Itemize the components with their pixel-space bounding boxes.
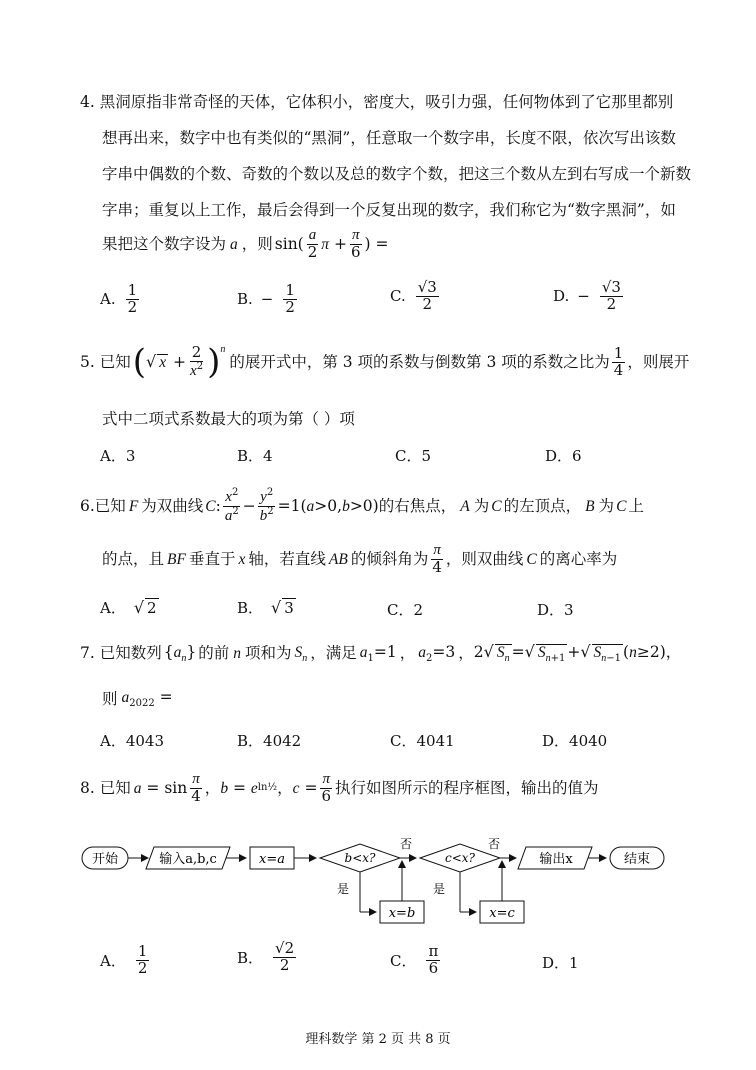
q4-option-a[interactable]: A. $\frac{1}{2}$ bbox=[100, 281, 138, 316]
q7-line-2: 则 $a_{2022}$ = bbox=[102, 688, 173, 710]
flow-input-label: 输入a,b,c bbox=[159, 852, 217, 867]
q4-line-4: 字串；重复以上工作，最后会得到一个反复出现的数字，我们称它为“数字黑洞”，如 bbox=[102, 201, 676, 219]
q6-option-a[interactable]: A． √ 2 bbox=[100, 598, 157, 617]
q5-option-a[interactable]: A．3 bbox=[100, 447, 136, 465]
flow-no-1: 否 bbox=[400, 837, 413, 851]
flow-output-label: 输出x bbox=[539, 852, 573, 867]
q8-option-c[interactable]: C． $\frac{\pi}{6}$ bbox=[390, 942, 439, 977]
flow-assign-a-label: x=a bbox=[259, 852, 285, 867]
q6-option-b[interactable]: B． √ 3 bbox=[237, 598, 294, 617]
q7-option-b[interactable]: B．4042 bbox=[237, 732, 302, 750]
q4-line-1: 4. 黑洞原指非常奇怪的天体，它体积小，密度大，吸引力强，任何物体到了它那里都别 bbox=[80, 93, 674, 111]
q7-line-1: 7. 已知数列 $\{a_n\}$ 的前 n 项和为 $S_n$ ，满足 $a_1=1$ ， $a_2=3$ ， 2√ $S_n$ =√ $S_{n+1}$ +√ $S_{n-1}$ (n≥2)， bbox=[80, 642, 682, 665]
q5-line-2: 式中二项式系数最大的项为第（ ）项 bbox=[102, 410, 355, 428]
q6-option-d[interactable]: D．3 bbox=[537, 601, 574, 619]
q8-option-b[interactable]: B． $\frac{√2}{2}$ bbox=[237, 939, 295, 974]
q4-option-d[interactable]: D. − $\frac{√3}{2}$ bbox=[553, 278, 621, 313]
q5-line-1: 5. 已知 ( √ x + $\frac{2}{x^2}$ ) $^n$ 的展开式中，第 3 项的系数与倒数第 3 项的系数之比为 $\frac{1}{4}$ ，则展开 bbox=[80, 342, 690, 383]
flow-yes-2: 是 bbox=[433, 882, 446, 896]
flow-end-label: 结束 bbox=[623, 852, 651, 867]
q4-line-2: 想再出来，数字中也有类似的“黑洞”，任意取一个数字串，长度不限，依次写出该数 bbox=[102, 129, 676, 147]
q4-option-c[interactable]: C. $\frac{√3}{2}$ bbox=[390, 278, 437, 313]
flow-cond-1-label: b<x? bbox=[344, 851, 376, 865]
q4-option-b[interactable]: B. − $\frac{1}{2}$ bbox=[237, 281, 295, 316]
flow-yes-1: 是 bbox=[337, 882, 350, 896]
q8-line-1: 8. 已知 a = sin $\frac{\pi}{4}$ ， b = e ln½ ， c = $\frac{\pi}{6}$ 执行如图所示的程序框图，输出的值为 bbox=[80, 771, 599, 805]
q7-option-c[interactable]: C．4041 bbox=[390, 732, 455, 750]
flow-cond-2-label: c<x? bbox=[445, 851, 475, 865]
q4-line-5: 果把这个数字设为 a ，则 sin( $\frac{a}{2}$ π + $\frac{\pi}{6}$ ) = bbox=[102, 227, 389, 261]
q7-option-a[interactable]: A．4043 bbox=[100, 732, 165, 750]
q6-line-2: 的点，且 BF 垂直于 x 轴，若直线 AB 的倾斜角为 $\frac{\pi}{4}$ ，则双曲线 C 的离心率为 bbox=[102, 542, 618, 576]
q5-option-b[interactable]: B．4 bbox=[237, 447, 273, 465]
q7-option-d[interactable]: D．4040 bbox=[542, 732, 608, 750]
q8-option-a[interactable]: A． $\frac{1}{2}$ bbox=[100, 942, 148, 977]
q5-option-d[interactable]: D．6 bbox=[545, 447, 582, 465]
q5-option-c[interactable]: C．5 bbox=[395, 447, 432, 465]
q6-line-1: 6. 已知 F 为双曲线 C : $\frac{x^2}{a^2}$ − $\frac{y^2}{b^2}$ =1(a>0,b>0) 的右焦点， A 为 C 的左顶点， B 为 C 上 bbox=[80, 487, 644, 524]
flow-no-2: 否 bbox=[488, 837, 501, 851]
flow-assign-c-label: x=c bbox=[489, 906, 515, 921]
page-footer: 理科数学 第 2 页 共 8 页 bbox=[305, 1032, 451, 1047]
flow-assign-b-label: x=b bbox=[388, 906, 416, 921]
flowchart bbox=[80, 830, 680, 930]
q4-line-3: 字串中偶数的个数、奇数的个数以及总的数字个数，把这三个数从左到右写成一个新数 bbox=[102, 165, 692, 183]
flow-start-label: 开始 bbox=[91, 852, 119, 867]
q6-option-c[interactable]: C．2 bbox=[387, 601, 424, 619]
q8-option-d[interactable]: D．1 bbox=[542, 954, 579, 972]
